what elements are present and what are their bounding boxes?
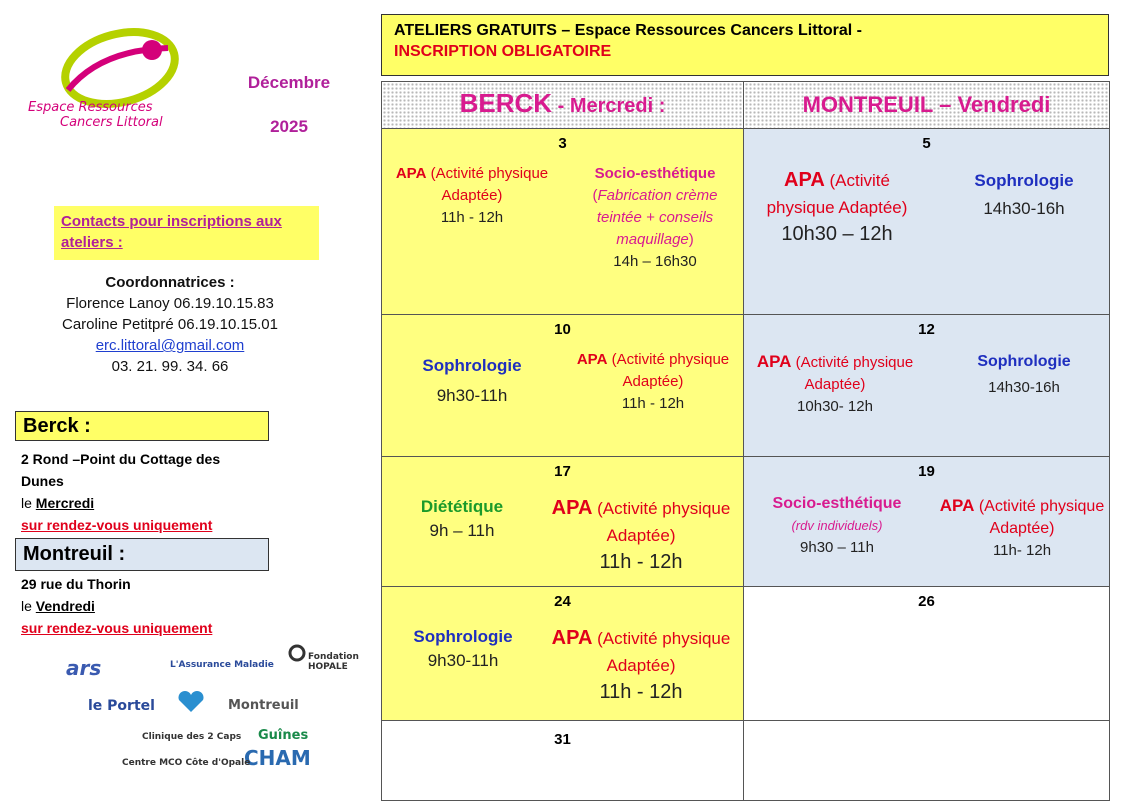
partner-logo-heart-icon [176, 690, 206, 714]
activity-detail: (Activité physique Adaptée) [766, 171, 908, 217]
year-label: 2025 [270, 117, 308, 136]
day-number: 12 [918, 321, 935, 338]
activity-name: Socio-esthétique [772, 495, 902, 512]
logo-text [28, 100, 198, 130]
berck-header [382, 82, 744, 129]
berck-day-prefix: le [21, 495, 36, 511]
activity-apa [936, 495, 1108, 562]
activity-time: 11h - 12h [621, 395, 685, 412]
activity-sophrologie [388, 625, 538, 673]
cell-day-5 [744, 129, 1110, 315]
berck-appointment: sur rendez-vous uniquement [21, 517, 213, 533]
day-number: 26 [918, 593, 935, 610]
partner-logo-guines: Guînes [258, 728, 309, 743]
cell-day-3 [382, 129, 744, 315]
email-link[interactable]: erc.littoral@gmail.com [95, 337, 245, 354]
cell-day-19 [744, 457, 1110, 587]
activity-name: APA [576, 351, 608, 368]
day-number: 17 [554, 463, 571, 480]
partner-logo-clinique-2-caps: Clinique des 2 Caps [142, 732, 242, 742]
montreuil-day-line [21, 595, 261, 617]
activity-name: APA [551, 627, 593, 649]
cell-day-31 [382, 721, 744, 801]
activity-name: Diététique [420, 497, 504, 516]
activity-name: APA [395, 165, 427, 182]
partner-logo-assurance-maladie: L'Assurance Maladie [170, 660, 274, 670]
activity-time: 11h - 12h [599, 551, 683, 573]
partner-logo-cham: CHAM [244, 746, 311, 770]
banner [381, 14, 1109, 76]
coordinator-1: Florence Lanoy 06.19.10.15.83 [66, 295, 274, 312]
activity-time: 11h - 12h [599, 681, 683, 703]
activity-apa [546, 625, 736, 706]
activity-sophrologie [392, 351, 552, 411]
activity-detail: (Activité physique Adaptée) [592, 499, 731, 545]
activity-name: Sophrologie [977, 353, 1071, 370]
activity-name: Sophrologie [422, 356, 522, 375]
montreuil-address: 29 rue du Thorin [21, 576, 131, 592]
montreuil-title-box [15, 538, 269, 571]
partner-logo-ars: ars [66, 656, 102, 680]
partner-logo-montreuil: Montreuil [228, 698, 299, 713]
activity-detail: (rdv individuels) [791, 518, 883, 533]
activity-detail: Fabrication crème teintée + conseils maquillage [596, 187, 718, 248]
activity-name: APA [551, 497, 593, 519]
activity-time: 10h30- 12h [797, 398, 873, 415]
partner-logo-hopale: Fondation HOPALE [308, 652, 359, 672]
partner-logo-hopale-icon [288, 644, 306, 666]
berck-header-day: - Mercredi : [552, 95, 666, 117]
activity-time: 14h30-16h [988, 379, 1060, 396]
berck-title-box [15, 411, 269, 441]
berck-day: Mercredi [35, 495, 95, 511]
day-number: 5 [922, 135, 931, 152]
cell-day-17 [382, 457, 744, 587]
activity-name: Sophrologie [974, 171, 1074, 190]
banner-line2: INSCRIPTION OBLIGATOIRE [394, 43, 612, 60]
cell-day-24 [382, 587, 744, 721]
berck-info [21, 448, 261, 536]
coordinators-block [20, 272, 320, 377]
cell-day-10 [382, 315, 744, 457]
activity-time: 9h30 – 11h [800, 539, 874, 556]
day-number: 24 [554, 593, 571, 610]
montreuil-header-city: MONTREUIL [802, 92, 933, 117]
montreuil-header [744, 82, 1110, 129]
partner-logo-le-portel: le Portel [88, 698, 155, 714]
activity-apa [388, 163, 556, 229]
logo-line1: Espace Ressources [28, 100, 153, 115]
activity-detail: (Activité physique Adaptée) [426, 165, 549, 204]
partner-logos [18, 640, 368, 790]
activity-apa [546, 495, 736, 576]
activity-time: 11h- 12h [992, 542, 1052, 559]
activity-apa [568, 349, 738, 415]
phone-number: 03. 21. 99. 34. 66 [111, 358, 229, 375]
activity-name: APA [756, 352, 792, 371]
logo-line2: Cancers Littoral [60, 115, 163, 130]
activity-time: 14h – 16h30 [613, 253, 697, 270]
activity-time: 9h30-11h [427, 651, 499, 670]
activity-time: 10h30 – 12h [781, 223, 893, 245]
day-number: 3 [558, 135, 567, 152]
activity-time: 9h – 11h [429, 521, 495, 540]
month-label: Décembre [247, 73, 331, 92]
activity-name: APA [784, 169, 825, 191]
contacts-box [54, 206, 319, 260]
coordinator-2: Caroline Petitpré 06.19.10.15.01 [62, 316, 278, 333]
banner-line1: ATELIERS GRATUITS – Espace Ressources Cancers Littoral - [394, 22, 862, 39]
montreuil-info [21, 573, 261, 639]
montreuil-appointment: sur rendez-vous uniquement [21, 620, 213, 636]
berck-day-line [21, 492, 261, 514]
activity-detail: (Activité physique Adaptée) [607, 351, 730, 390]
activity-name: Sophrologie [413, 627, 513, 646]
montreuil-day: Vendredi [35, 598, 95, 614]
cell-empty [744, 721, 1110, 801]
berck-header-city: BERCK [459, 88, 553, 118]
day-number: 19 [918, 463, 935, 480]
activity-name: APA [939, 496, 975, 515]
activity-name: Socio-esthétique [594, 165, 716, 182]
activity-apa [762, 167, 912, 248]
cell-day-12 [744, 315, 1110, 457]
calendar-table [381, 81, 1110, 801]
contacts-title: Contacts pour inscriptions aux ateliers : [61, 213, 282, 251]
activity-detail: (Activité physique Adaptée) [974, 498, 1105, 537]
activity-dietetique [392, 495, 532, 543]
activity-detail: (Activité physique Adaptée) [592, 629, 731, 675]
berck-title: Berck : [23, 415, 91, 437]
day-number: 10 [554, 321, 571, 338]
activity-time: 11h - 12h [440, 209, 504, 226]
berck-address: 2 Rond –Point du Cottage des Dunes [21, 451, 221, 489]
day-number: 31 [554, 731, 571, 748]
cell-day-26 [744, 587, 1110, 721]
activity-time: 9h30-11h [436, 386, 508, 405]
activity-socio: Socio-esthétique (Fabrication crème teintée + conseils maquillage) 14h – 16h30 [592, 165, 718, 270]
activity-apa [752, 351, 918, 418]
activity-socio [752, 493, 922, 559]
activity-time: 14h30-16h [983, 199, 1065, 218]
partner-logo-mco-cote-opale: Centre MCO Côte d'Opale [122, 758, 251, 768]
coordinators-title: Coordonnatrices : [105, 274, 235, 291]
activity-detail: (Activité physique Adaptée) [791, 354, 914, 393]
activity-sophrologie [944, 167, 1104, 223]
montreuil-title: Montreuil : [23, 543, 126, 565]
montreuil-header-day: – Vendredi [932, 92, 1051, 117]
activity-sophrologie [944, 349, 1104, 401]
montreuil-day-prefix: le [21, 598, 36, 614]
